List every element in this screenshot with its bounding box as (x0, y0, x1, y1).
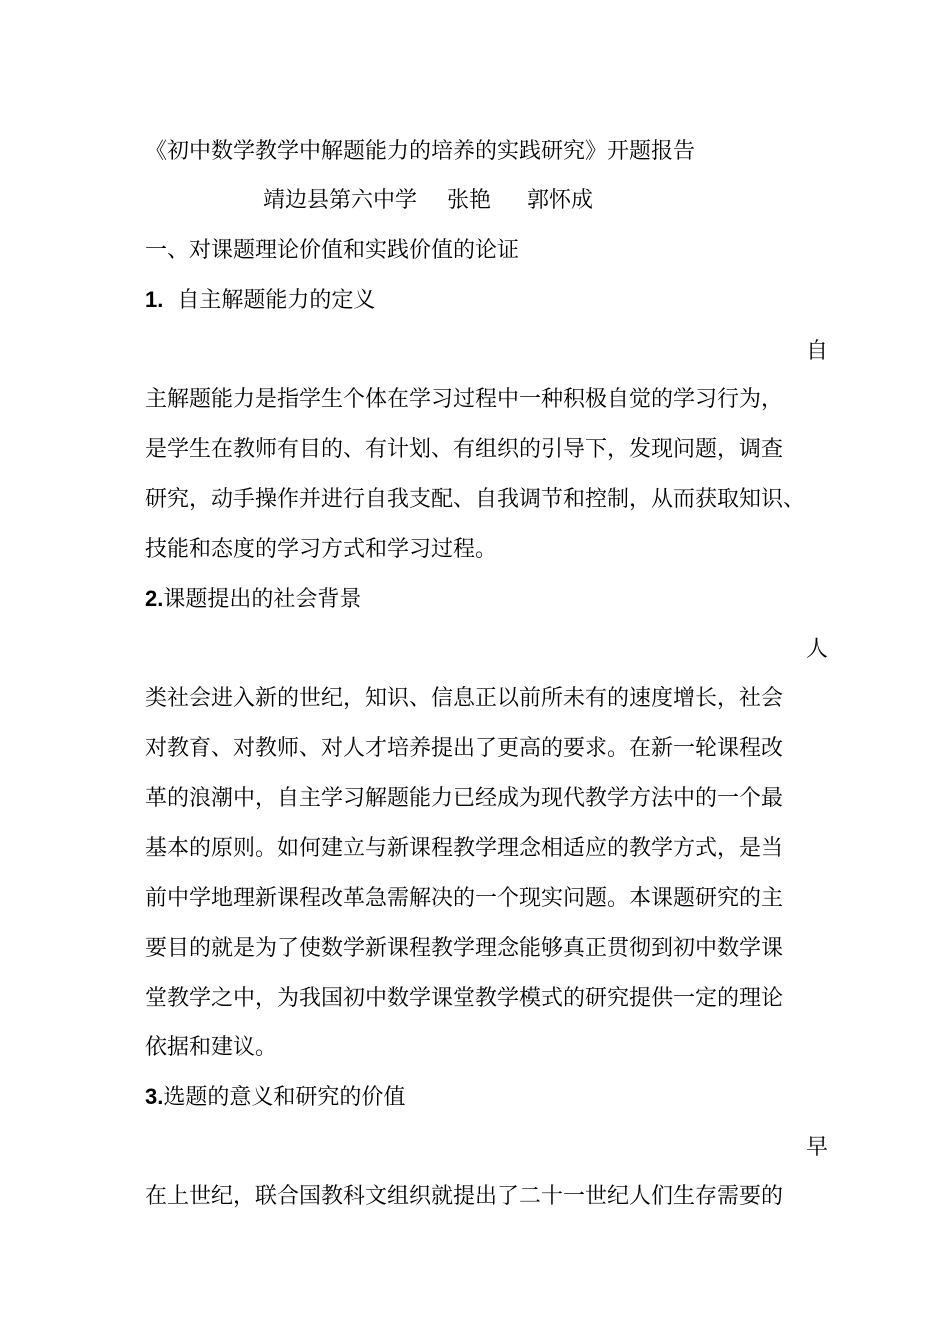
subsection-2-number: 2. (145, 586, 164, 611)
section-1-heading: 一、对课题理论价值和实践价值的论证 (145, 238, 520, 263)
subsection-1-title: 自主解题能力的定义 (177, 288, 376, 313)
school-name: 靖边县第六中学 (263, 188, 418, 213)
document-title: 《初中数学教学中解题能力的培养的实践研究》开题报告 (145, 139, 696, 164)
subsection-3-dropcap: 早 (806, 1135, 829, 1160)
paragraph-line: 类社会进入新的世纪，知识、信息正以前所未有的速度增长，社会 (145, 686, 784, 711)
paragraph-line: 前中学地理新课程改革急需解决的一个现实问题。本课题研究的主 (145, 886, 784, 911)
subsection-2-title: 课题提出的社会背景 (163, 587, 362, 612)
subsection-1-number: 1. (145, 287, 164, 312)
paragraph-line: 是学生在教师有目的、有计划、有组织的引导下，发现问题，调查 (145, 437, 784, 462)
paragraph-line: 对教育、对教师、对人才培养提出了更高的要求。在新一轮课程改 (145, 736, 784, 761)
subsection-3-heading (145, 1082, 405, 1113)
subsection-2-dropcap: 人 (806, 637, 829, 662)
paragraph-line: 堂教学之中，为我国初中数学课堂教学模式的研究提供一定的理论 (145, 986, 784, 1011)
paragraph-line: 研究，动手操作并进行自我支配、自我调节和控制，从而获取知识、 (145, 487, 806, 512)
subsection-2-heading (145, 584, 361, 615)
subsection-1-heading (145, 285, 375, 316)
paragraph-line: 基本的原则。如何建立与新课程教学理念相适应的教学方式，是当 (145, 836, 784, 861)
subsection-3-title: 选题的意义和研究的价值 (163, 1085, 406, 1110)
paragraph-line: 要目的就是为了使数学新课程教学理念能够真正贯彻到初中数学课 (145, 936, 784, 961)
subsection-1-dropcap: 自 (806, 339, 829, 364)
author-1: 张艳 (447, 188, 492, 213)
paragraph-line: 在上世纪，联合国教科文组织就提出了二十一世纪人们生存需要的 (145, 1184, 784, 1209)
author-line (263, 186, 593, 216)
paragraph-line: 主解题能力是指学生个体在学习过程中一种积极自觉的学习行为， (145, 387, 784, 412)
paragraph-line: 技能和态度的学习方式和学习过程。 (145, 537, 498, 562)
paragraph-line: 依据和建议。 (145, 1035, 278, 1060)
subsection-3-number: 3. (145, 1084, 164, 1109)
paragraph-line: 革的浪潮中，自主学习解题能力已经成为现代教学方法中的一个最 (145, 786, 784, 811)
author-2: 郭怀成 (527, 188, 594, 213)
